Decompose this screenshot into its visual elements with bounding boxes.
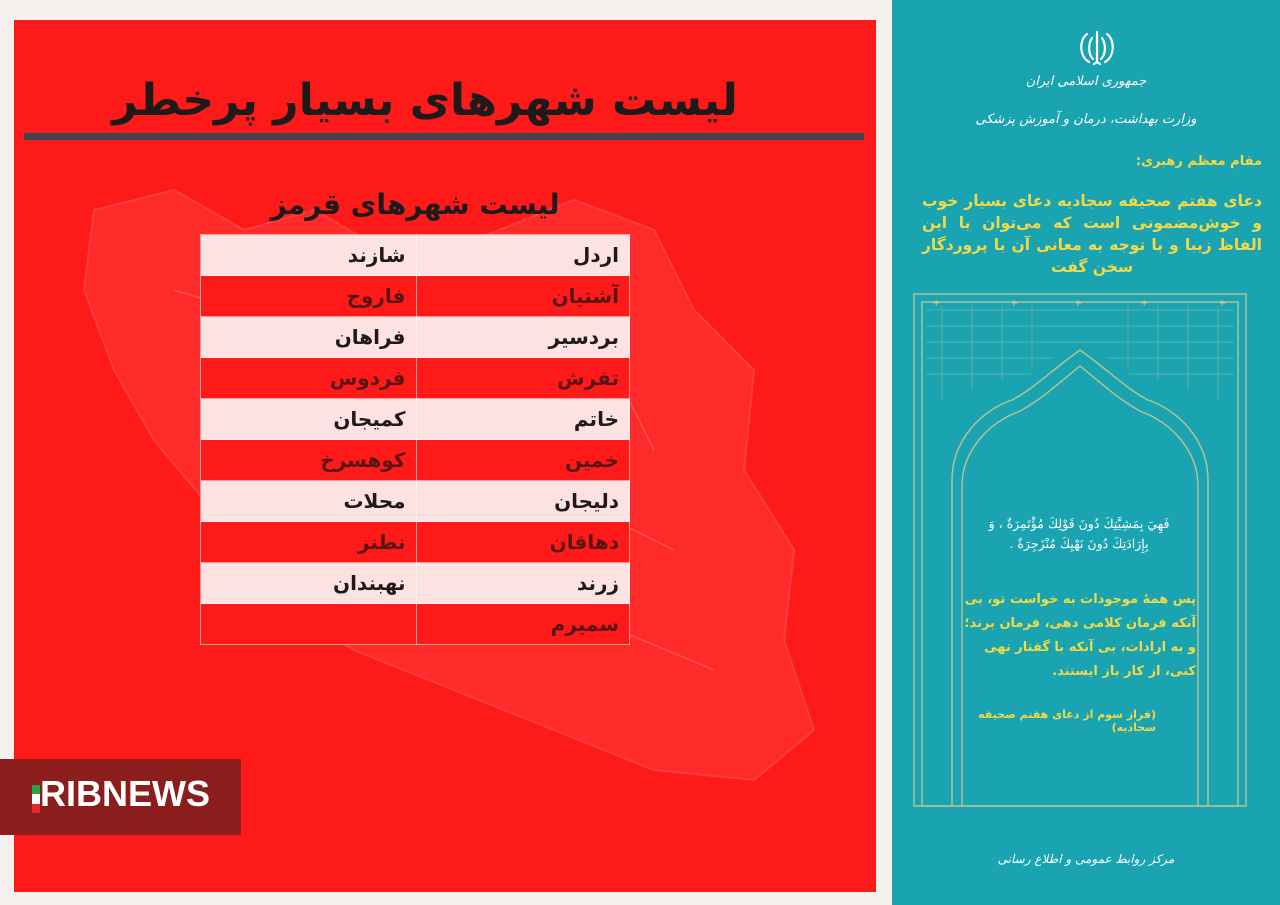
table-cell: محلات	[201, 481, 417, 522]
svg-text:+: +	[1074, 298, 1083, 309]
ministry-sidebar	[892, 0, 1280, 905]
leader-quote: دعای هفتم صحیفه سجادیه دعای بسیار خوب و خوش‌مضمونی است که می‌توان با این الفاظ زیبا و با توجه به معانی آن با پروردگار سخن گفت	[922, 192, 1262, 276]
table-cell: کمیجان	[201, 399, 417, 440]
iran-flag-icon	[32, 785, 40, 813]
iran-emblem-icon	[1075, 28, 1119, 68]
title-divider	[24, 133, 864, 140]
table-row	[201, 276, 630, 317]
table-cell: خمین	[416, 440, 629, 481]
verse-source: (فراز سوم از دعای هفتم صحیفه سجادیه)	[978, 708, 1156, 734]
table-cell: تفرش	[416, 358, 629, 399]
leader-label: مقام معظم رهبری:	[1135, 154, 1262, 169]
table-cell: فراهان	[201, 317, 417, 358]
persian-translation: پس همهٔ موجودات به خواست تو، بی آنکه فرمان کلامی دهی، فرمان برند؛ و به ارادات، بی آنکه با گفتار نهی کنی، از کار باز ایستند.	[964, 592, 1196, 679]
footer-department: مرکز روابط عمومی و اطلاع رسانی	[997, 852, 1175, 866]
table-cell: کوهسرخ	[201, 440, 417, 481]
ministry-name: وزارت بهداشت، درمان و آموزش پزشکی	[975, 112, 1197, 127]
svg-text:+: +	[932, 298, 941, 309]
table-cell: آشتیان	[416, 276, 629, 317]
table-cell: فردوس	[201, 358, 417, 399]
table-cell	[201, 604, 417, 645]
table-title: لیست شهرهای قرمز	[270, 188, 560, 221]
red-cities-table	[200, 234, 630, 645]
poster-title: لیست شهرهای بسیار پرخطر	[112, 75, 738, 126]
table-row	[201, 481, 630, 522]
table-row	[201, 522, 630, 563]
table-row	[201, 563, 630, 604]
table-cell: فاروج	[201, 276, 417, 317]
table-cell: دلیجان	[416, 481, 629, 522]
ribnews-logo-text: RIBNEWS	[40, 773, 210, 814]
svg-text:+: +	[1218, 298, 1227, 309]
table-row	[201, 358, 630, 399]
arabic-verse	[952, 514, 1206, 554]
table-cell: شازند	[201, 235, 417, 276]
arabic-verse-line: بِإِرَادَتِكَ دُونَ نَهْيِكَ مُنْزَجِرَةٌ .	[1009, 536, 1149, 551]
table-cell: بردسیر	[416, 317, 629, 358]
table-row	[201, 440, 630, 481]
table-row	[201, 235, 630, 276]
table-cell: زرند	[416, 563, 629, 604]
table-row	[201, 604, 630, 645]
table-row	[201, 399, 630, 440]
svg-text:+: +	[1140, 298, 1149, 309]
table-cell: نهبندان	[201, 563, 417, 604]
table-cell: سمیرم	[416, 604, 629, 645]
country-name: جمهوری اسلامی ایران	[1025, 74, 1147, 89]
ribnews-badge	[0, 759, 241, 835]
table-cell: اردل	[416, 235, 629, 276]
svg-text:+: +	[1010, 298, 1019, 309]
table-cell: نطنز	[201, 522, 417, 563]
arabic-verse-line: فَهِيَ بِمَشِيَّتِكَ دُونَ قَوْلِكَ مُؤْتَمِرَةٌ ، وَ	[988, 516, 1170, 531]
table-row	[201, 317, 630, 358]
table-cell: خاتم	[416, 399, 629, 440]
table-cell: دهاقان	[416, 522, 629, 563]
